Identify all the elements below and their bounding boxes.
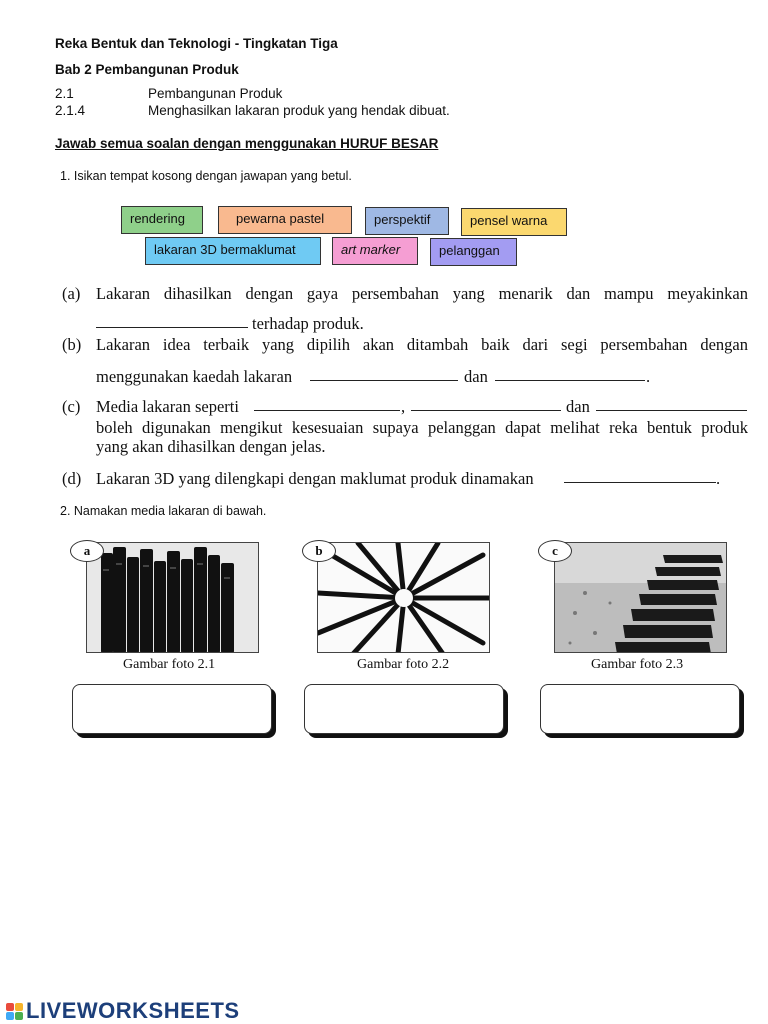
blank-d[interactable] — [564, 469, 716, 483]
item-b-period: . — [646, 367, 651, 386]
photo-tag-c: c — [538, 540, 572, 562]
answer-box-c[interactable] — [540, 684, 740, 734]
question-2-prompt: 2. Namakan media lakaran di bawah. — [60, 504, 267, 518]
option-chip-art-marker[interactable]: art marker — [332, 237, 418, 265]
item-c-comma: , — [401, 397, 406, 416]
section-text-1: Pembangunan Produk — [148, 86, 283, 101]
section-text-2: Menghasilkan lakaran produk yang hendak dibuat. — [148, 103, 450, 118]
answer-box-a[interactable] — [72, 684, 272, 734]
liveworksheets-logo — [6, 998, 240, 1024]
item-a-text: Lakaran dihasilkan dengan gaya persembahan yang menarik dan mampu meyakinkan — [96, 284, 748, 303]
colored-pencils-image — [318, 543, 490, 653]
blank-c2[interactable] — [411, 397, 561, 411]
blank-a[interactable] — [96, 314, 248, 328]
photo-caption-a: Gambar foto 2.1 — [123, 657, 216, 672]
option-chip-pelanggan[interactable]: pelanggan — [430, 238, 517, 266]
blank-c1[interactable] — [254, 397, 400, 411]
worksheet-title: Reka Bentuk dan Teknologi - Tingkatan Tiga — [55, 36, 338, 51]
photo-colored-pencils — [317, 542, 490, 653]
option-chip-pensel-warna[interactable]: pensel warna — [461, 208, 567, 236]
photo-caption-b: Gambar foto 2.2 — [357, 657, 450, 672]
pastels-image — [555, 543, 727, 653]
item-b-text-cont: menggunakan kaedah lakaran — [96, 367, 293, 386]
instruction: Jawab semua soalan dengan menggunakan HURUF BESAR — [55, 136, 439, 151]
answer-box-b[interactable] — [304, 684, 504, 734]
item-c-text-cont: boleh digunakan mengikut kesesuaian supaya pelanggan dapat melihat reka bentuk produk — [96, 418, 748, 437]
option-chip-perspektif[interactable]: perspektif — [365, 207, 449, 235]
item-b-and: dan — [464, 367, 488, 386]
option-chip-pewarna-pastel[interactable]: pewarna pastel — [218, 206, 352, 234]
item-c-and: dan — [566, 397, 590, 416]
question-1-prompt: 1. Isikan tempat kosong dengan jawapan yang betul. — [60, 169, 352, 183]
item-c-label: (c) — [62, 397, 81, 416]
item-b-label: (b) — [62, 335, 82, 354]
item-d-label: (d) — [62, 469, 82, 488]
markers-image — [87, 543, 259, 653]
photo-tag-b: b — [302, 540, 336, 562]
item-d-period: . — [716, 469, 721, 488]
option-chip-lakaran-3d[interactable]: lakaran 3D bermaklumat — [145, 237, 321, 265]
chapter-title: Bab 2 Pembangunan Produk — [55, 62, 239, 77]
item-d-text: Lakaran 3D yang dilengkapi dengan maklumat produk dinamakan — [96, 469, 534, 488]
blank-b2[interactable] — [495, 367, 645, 381]
item-b-text: Lakaran idea terbaik yang dipilih akan ditambah baik dari segi persembahan dengan — [96, 335, 748, 354]
blank-b1[interactable] — [310, 367, 458, 381]
item-c-text-cont2: yang akan dihasilkan dengan jelas. — [96, 437, 326, 456]
blank-c3[interactable] — [596, 397, 747, 411]
photo-caption-c: Gambar foto 2.3 — [591, 657, 684, 672]
photo-pastels — [554, 542, 727, 653]
item-a-label: (a) — [62, 284, 81, 303]
option-chip-rendering[interactable]: rendering — [121, 206, 203, 234]
liveworksheets-logo-icon — [6, 1003, 23, 1020]
section-number-2: 2.1.4 — [55, 103, 86, 118]
item-a-text-cont: terhadap produk. — [252, 314, 364, 333]
liveworksheets-logo-text: LIVEWORKSHEETS — [26, 998, 240, 1023]
photo-markers — [86, 542, 259, 653]
item-c-text: Media lakaran seperti — [96, 397, 239, 416]
photo-tag-a: a — [70, 540, 104, 562]
section-number-1: 2.1 — [55, 86, 74, 101]
